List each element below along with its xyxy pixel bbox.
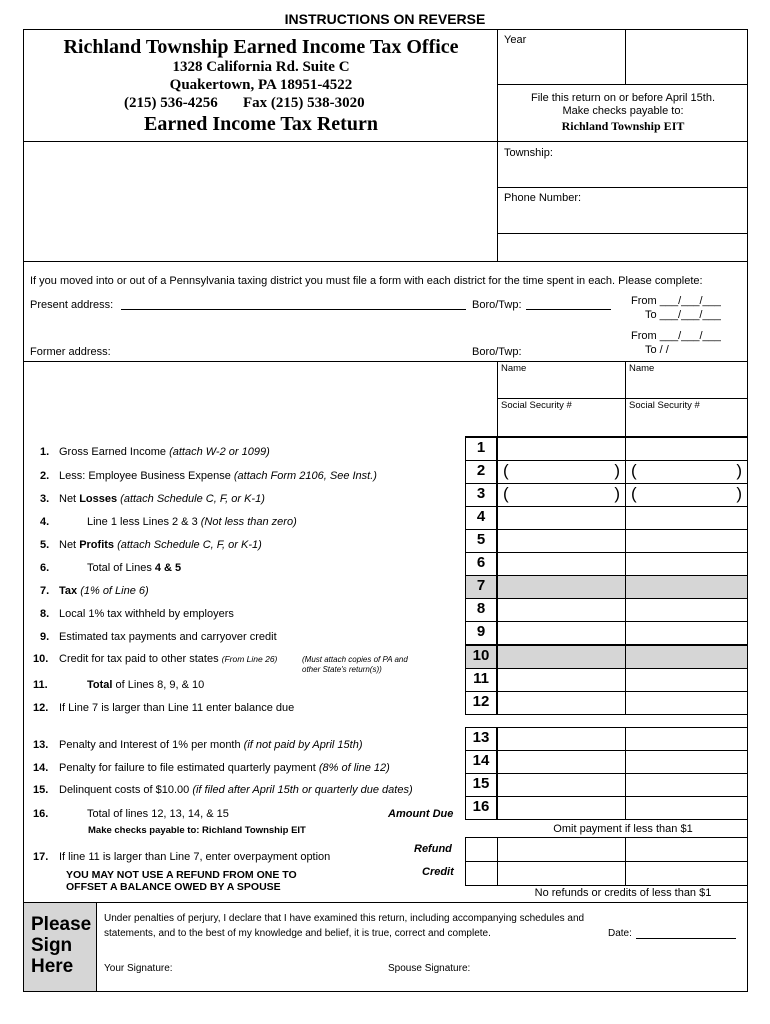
line-5-amount-1[interactable] (497, 529, 626, 553)
ssn-field-1[interactable] (498, 412, 624, 435)
line-11-amount-2[interactable] (625, 668, 748, 692)
line10-note: (Must attach copies of PA and other State's return(s)) (302, 655, 408, 674)
line-2-amount-2[interactable] (625, 460, 748, 484)
line-6-amount-1[interactable] (497, 552, 626, 576)
line-number: 9. (40, 631, 50, 643)
township-label: Township: (504, 147, 553, 159)
line-note: (attach W-2 or 1099) (169, 446, 270, 458)
year-field-1[interactable] (498, 48, 624, 83)
sign-top-line (23, 902, 748, 903)
line-text: of Lines 8, 9, & 10 (112, 679, 205, 691)
line-box-number: 1 (465, 437, 497, 461)
line-10-amount-1[interactable] (497, 645, 626, 669)
line-16-amount-1[interactable] (497, 796, 626, 820)
line-note: (8% of line 12) (318, 762, 390, 774)
phone-line (497, 233, 748, 234)
line-number: 13. (33, 739, 49, 751)
line-15-amount-1[interactable] (497, 773, 626, 797)
line-box-number: 4 (465, 506, 497, 530)
year-field-2[interactable] (626, 30, 747, 83)
line-number: 8. (40, 608, 50, 620)
line-label (87, 562, 181, 574)
line-16-amount-2[interactable] (625, 796, 748, 820)
line-12-amount-1[interactable] (497, 691, 626, 715)
paren-open: ( (503, 461, 509, 480)
moved-notice: If you moved into or out of a Pennsylvania taxing district you must file a form with each district for the time spent in each. Please complete: (30, 275, 703, 287)
sign-text: Sign (31, 935, 73, 956)
line-text: Penalty and Interest of 1% per month (59, 739, 244, 751)
line-text: Total of lines 12, 13, 14, & 15 (87, 808, 229, 820)
phone-label: Phone Number: (504, 192, 582, 204)
line-12-amount-2[interactable] (625, 691, 748, 715)
township-line (497, 187, 748, 188)
line-4-amount-2[interactable] (625, 506, 748, 530)
line-note: (attach Schedule C, F, or K-1) (117, 493, 265, 505)
line-note: (if not paid by April 15th) (243, 739, 363, 751)
line-9-amount-1[interactable] (497, 621, 626, 645)
line-note: (From Line 26) (221, 654, 278, 664)
ssn-field-2[interactable] (626, 412, 747, 435)
line-text: If Line 7 is larger than Line 11 enter balance due (59, 702, 295, 714)
line-11-amount-1[interactable] (497, 668, 626, 692)
line-5-amount-2[interactable] (625, 529, 748, 553)
line-box-number: 10 (465, 645, 497, 669)
line-label (59, 608, 234, 620)
line-box-number: 6 (465, 552, 497, 576)
ssn-label-2: Social Security # (629, 400, 700, 411)
line-text: Net (59, 539, 80, 551)
omit-payment-note: Omit payment if less than $1 (553, 823, 693, 835)
line-box-number: 3 (465, 483, 497, 507)
line-note: (attach Schedule C, F, or K-1) (114, 539, 262, 551)
line-box-number: 9 (465, 621, 497, 645)
name-field-2[interactable] (626, 375, 747, 397)
former-address-field[interactable] (121, 340, 466, 358)
line-text: Less: Employee Business Expense (59, 470, 234, 482)
line-label (87, 516, 297, 528)
refund-amount-1[interactable] (497, 837, 626, 862)
phone-field[interactable] (498, 206, 747, 232)
refund-amount-2[interactable] (625, 837, 748, 862)
credit-amount-2[interactable] (625, 861, 748, 886)
line-text: Total of Lines (87, 562, 155, 574)
paren-open: ( (503, 484, 509, 503)
line-1-amount-1[interactable] (497, 437, 626, 461)
line-box-number: 15 (465, 773, 497, 797)
office-phone: (215) 536-4256 (124, 95, 218, 111)
line-number: 14. (33, 762, 49, 774)
line-8-amount-2[interactable] (625, 598, 748, 622)
year-bottom-line (497, 84, 748, 85)
line-label (59, 653, 277, 665)
paren-close: ) (736, 461, 742, 480)
line-box-number: 2 (465, 460, 497, 484)
file-by-text: File this return on or before April 15th. (530, 92, 716, 104)
line-label (87, 808, 229, 820)
line-label (59, 702, 294, 714)
line-label (87, 679, 204, 691)
line-14-amount-1[interactable] (497, 750, 626, 774)
line-label (59, 739, 363, 751)
make-checks-text: Make checks payable to: (562, 105, 684, 117)
top-banner: INSTRUCTIONS ON REVERSE (284, 11, 486, 27)
perjury-statement-2: statements, and to the best of my knowledge and belief, it is true, correct and complete. (104, 928, 491, 939)
line-10-amount-2[interactable] (625, 645, 748, 669)
form-title: Earned Income Tax Return (144, 113, 378, 135)
moved-bottom-line (23, 361, 748, 362)
line-box-number: 16 (465, 796, 497, 820)
amount-due-label: Amount Due (388, 808, 454, 820)
line-label (59, 585, 149, 597)
boro-label-1: Boro/Twp: (472, 299, 522, 311)
line-number: 16. (33, 808, 49, 820)
line-note: (1% of Line 6) (77, 585, 149, 597)
line-box-number: 7 (465, 575, 497, 599)
line-bold-text: Profits (79, 539, 115, 551)
line-7-amount-1[interactable] (497, 575, 626, 599)
line-text: Local 1% tax withheld by employers (59, 608, 234, 620)
name-label-2: Name (629, 363, 655, 374)
paren-close: ) (614, 461, 620, 480)
name-field-1[interactable] (498, 375, 624, 397)
line-text: Line 1 less Lines 2 & 3 (87, 516, 201, 528)
line-label (59, 493, 265, 505)
line-bold-text: Tax (59, 585, 78, 597)
line-13-amount-2[interactable] (625, 727, 748, 751)
paren-open: ( (631, 461, 637, 480)
date-label: Date: (608, 928, 632, 939)
payable-note: Make checks payable to: Richland Township EIT (88, 825, 306, 836)
line-6-amount-2[interactable] (625, 552, 748, 576)
line-text: Net (59, 493, 80, 505)
office-fax: Fax (215) 538-3020 (243, 95, 365, 111)
line-number: 2. (40, 470, 50, 482)
line-number: 11. (33, 679, 48, 691)
line-number: 10. (33, 653, 49, 665)
line-number: 3. (40, 493, 50, 505)
line-bold-text: 4 & 5 (154, 562, 182, 574)
line-number: 4. (40, 516, 50, 528)
from-date-2[interactable]: From ___/___/___ (631, 330, 721, 342)
line-number: 6. (40, 562, 50, 574)
credit-amount-1[interactable] (497, 861, 626, 886)
line-number: 12. (33, 702, 49, 714)
line17-number: 17. (33, 851, 49, 863)
please-text: Please (31, 914, 92, 935)
line-box-number: 14 (465, 750, 497, 774)
line-text: Estimated tax payments and carryover credit (59, 631, 277, 643)
spouse-signature-field[interactable] (478, 958, 738, 978)
office-name: Richland Township Earned Income Tax Office (63, 36, 459, 58)
line-3-amount-2[interactable] (625, 483, 748, 507)
line-label (59, 539, 262, 551)
your-signature-field[interactable] (180, 958, 380, 978)
boro-field-1[interactable] (526, 309, 611, 310)
line-1-amount-2[interactable] (625, 437, 748, 461)
line-box-number: 13 (465, 727, 497, 751)
line-text: Credit for tax paid to other states (59, 653, 222, 665)
line-label (59, 470, 377, 482)
line-8-amount-1[interactable] (497, 598, 626, 622)
credit-checkbox[interactable] (465, 861, 498, 886)
line-box-number: 8 (465, 598, 497, 622)
office-street: 1328 California Rd. Suite C (172, 59, 350, 75)
paren-close: ) (736, 484, 742, 503)
paren-open: ( (631, 484, 637, 503)
line-note: (Not less than zero) (200, 516, 297, 528)
line-4-amount-1[interactable] (497, 506, 626, 530)
name-row-line (497, 398, 748, 399)
date-field[interactable] (636, 938, 736, 939)
line-number: 7. (40, 585, 50, 597)
no-refunds-note: No refunds or credits of less than $1 (534, 887, 712, 899)
line-note: (if filed after April 15th or quarterly due dates) (192, 784, 413, 796)
your-signature-label: Your Signature: (104, 963, 173, 974)
refund-checkbox[interactable] (465, 837, 498, 862)
line-label (59, 446, 270, 458)
spouse-signature-label: Spouse Signature: (388, 963, 471, 974)
spouse-warning-2: OFFSET A BALANCE OWED BY A SPOUSE (66, 881, 281, 893)
present-address-field[interactable] (121, 309, 466, 310)
township-field[interactable] (498, 160, 747, 186)
to-date-2[interactable]: To / / (645, 344, 669, 356)
line-note: (attach Form 2106, See Inst.) (233, 470, 377, 482)
line-text: Gross Earned Income (59, 446, 170, 458)
line-3-amount-1[interactable] (497, 483, 626, 507)
line-bold-text: Total (87, 679, 113, 691)
line-text: Penalty for failure to file estimated quarterly payment (59, 762, 319, 774)
line-number: 15. (33, 784, 49, 796)
payee-text: Richland Township EIT (561, 119, 685, 133)
line-bold-text: Losses (79, 493, 118, 505)
refund-label: Refund (414, 843, 452, 855)
address-bottom-line (23, 261, 748, 262)
line-2-amount-1[interactable] (497, 460, 626, 484)
office-city: Quakertown, PA 18951-4522 (169, 77, 353, 93)
line17-text: If line 11 is larger than Line 7, enter overpayment option (59, 851, 331, 863)
ssn-label-1: Social Security # (501, 400, 572, 411)
year-label: Year (504, 34, 527, 46)
line-box-number: 11 (465, 668, 497, 692)
line-box-number: 5 (465, 529, 497, 553)
line-box-number: 12 (465, 691, 497, 715)
spouse-warning-1: YOU MAY NOT USE A REFUND FROM ONE TO (66, 869, 297, 881)
line-9-amount-2[interactable] (625, 621, 748, 645)
present-address-label: Present address: (30, 299, 114, 311)
boro-label-2: Boro/Twp: (472, 346, 522, 358)
line-7-amount-2[interactable] (625, 575, 748, 599)
line-label (59, 631, 277, 643)
line-15-amount-2[interactable] (625, 773, 748, 797)
paren-close: ) (614, 484, 620, 503)
perjury-statement-1: Under penalties of perjury, I declare that I have examined this return, including accompanying schedules and (104, 913, 585, 924)
from-date-1[interactable]: From ___/___/___ (631, 295, 721, 307)
line-13-amount-1[interactable] (497, 727, 626, 751)
line-text: Delinquent costs of $10.00 (59, 784, 193, 796)
credit-label: Credit (422, 866, 454, 878)
line-label (59, 762, 390, 774)
line-number: 1. (40, 446, 50, 458)
line-14-amount-2[interactable] (625, 750, 748, 774)
to-date-1[interactable]: To ___/___/___ (645, 309, 721, 321)
line-label (59, 784, 413, 796)
taxpayer-address-field[interactable] (24, 142, 497, 260)
line-number: 5. (40, 539, 50, 551)
name-label-1: Name (501, 363, 527, 374)
here-text: Here (31, 956, 74, 977)
former-address-label: Former address: (30, 346, 111, 358)
